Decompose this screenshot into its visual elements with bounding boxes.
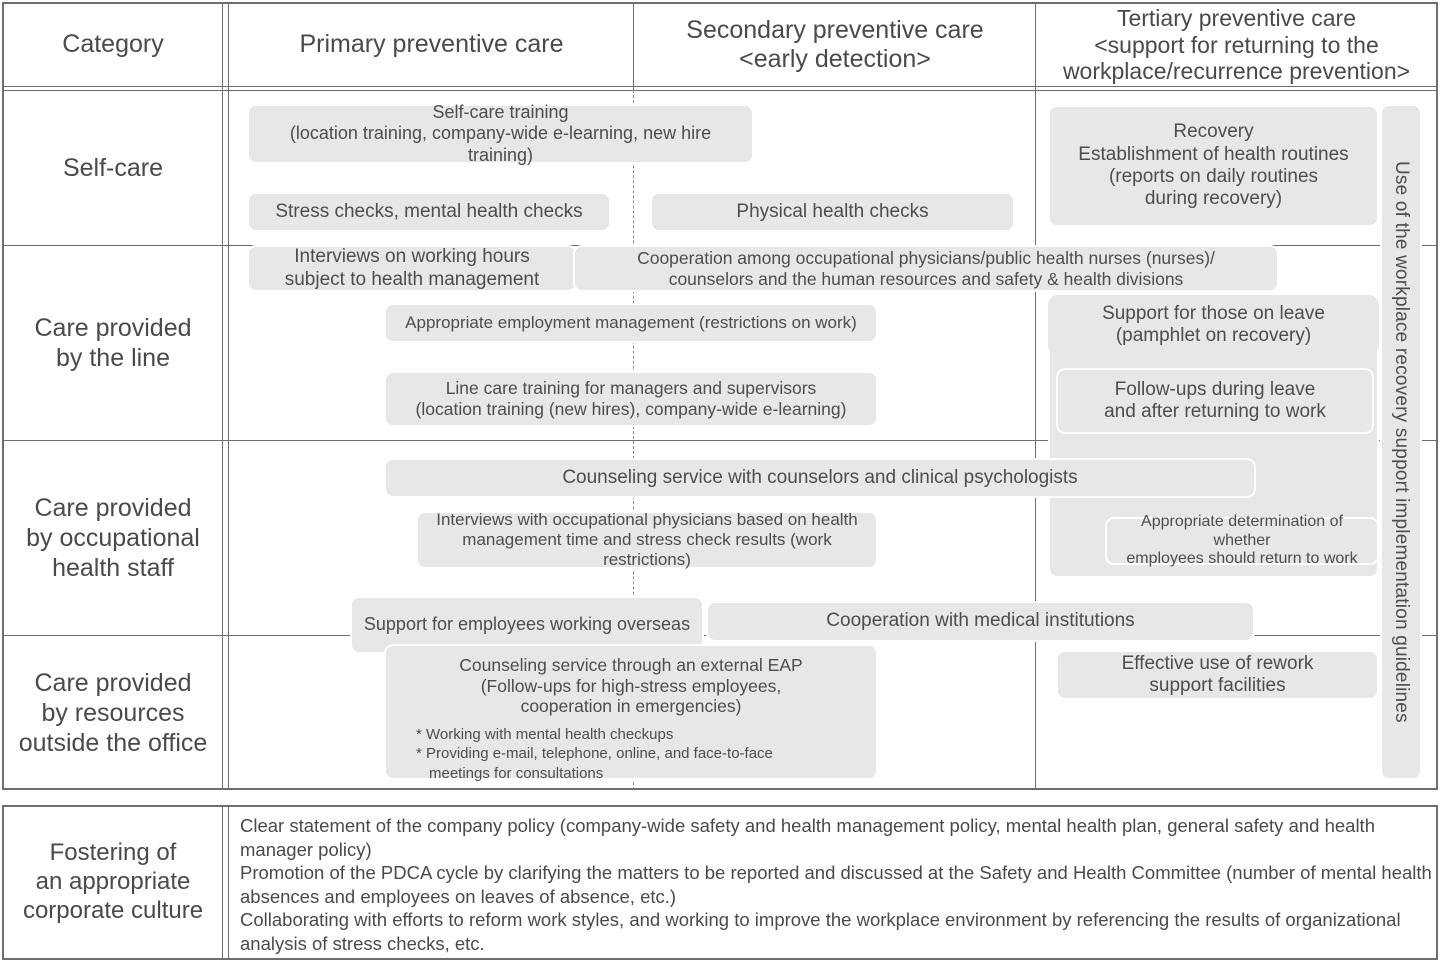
box-cooperation-among-label: Cooperation among occupational physicians/public health nurses (nurses)/ counselors and the human resources and safety & health divisions (637, 247, 1215, 289)
box-interviews-occupational-label: Interviews with occupational physicians based on health management time and stress check results (work restrictions) (436, 509, 858, 570)
col-rule-category-a (222, 2, 223, 790)
category-label-self-care: Self-care (62, 153, 164, 182)
box-cooperation-among[interactable] (573, 245, 1279, 292)
box-counseling-service-label: Counseling service with counselors and clinical psychologists (562, 466, 1078, 488)
box-appropriate-employment[interactable] (384, 303, 878, 343)
box-appropriate-employment-label: Appropriate employment management (restrictions on work) (405, 312, 857, 332)
box-physical-health-checks[interactable] (650, 192, 1015, 232)
header-cell-primary (230, 4, 633, 86)
eap-note-3: meetings for consultations (429, 764, 604, 782)
box-external-eap-title: Counseling service through an external EAP (Follow-ups for high-stress employees, cooperation in emergencies) (459, 655, 803, 717)
box-appropriate-determination[interactable] (1105, 512, 1379, 568)
header-label-tertiary: Tertiary preventive care <support for returning to the workplace/recurrence prevention> (1062, 4, 1411, 85)
header-bottom-rule-1 (2, 86, 1438, 87)
box-rework[interactable] (1056, 650, 1379, 700)
bottom-item-2-text: Promotion of the PDCA cycle by clarifying the matters to be reported and discussed at the Safety and Health Committee (number of mental health absences and employees on leaves of absence, etc.) (240, 862, 1432, 907)
category-cell-outside (4, 635, 222, 790)
category-cell-self-care (4, 90, 222, 245)
header-cell-tertiary (1037, 4, 1436, 86)
box-external-eap[interactable] (384, 644, 878, 780)
box-stress-checks-label: Stress checks, mental health checks (275, 200, 583, 222)
eap-note-2: * Providing e-mail, telephone, online, and face-to-face (416, 745, 773, 763)
box-counseling-service[interactable] (384, 458, 1256, 498)
box-recovery[interactable] (1048, 105, 1379, 227)
box-self-care-training[interactable] (247, 104, 754, 164)
box-rework-label: Effective use of rework support facilities (1121, 652, 1314, 696)
box-vertical-guidelines[interactable] (1380, 104, 1422, 780)
header-label-primary: Primary preventive care (299, 30, 564, 59)
box-interviews-working-hours[interactable] (247, 245, 577, 292)
col-rule-category-b (228, 2, 229, 790)
box-line-care-training[interactable] (384, 371, 878, 427)
bottom-col-rule-a (222, 805, 223, 960)
bottom-category-cell (4, 807, 222, 958)
category-cell-line (4, 245, 222, 440)
box-follow-ups-label: Follow-ups during leave and after returning to work (1104, 378, 1326, 422)
header-label-secondary: Secondary preventive care <early detection> (686, 15, 984, 73)
bottom-item-3-text: Collaborating with efforts to reform work styles, and working to improve the workplace environment by referencing the results of organizational analysis of stress checks, etc. (240, 909, 1401, 954)
category-cell-occupational (4, 440, 222, 635)
bottom-item-1 (240, 814, 1426, 861)
box-recovery-label: Recovery Establishment of health routines (reports on daily routines during recovery) (1078, 121, 1349, 210)
bottom-col-rule-b (228, 805, 229, 960)
box-support-for-those-on-leave[interactable] (1048, 296, 1379, 354)
box-self-care-training-label: Self-care training (location training, company-wide e-learning, new hire training) (289, 102, 712, 165)
col-rule-secondary (633, 2, 634, 90)
box-follow-ups[interactable] (1056, 368, 1374, 434)
box-physical-health-checks-label: Physical health checks (736, 200, 929, 222)
category-label-outside: Care provided by resources outside the office (18, 668, 208, 757)
bottom-item-1-text: Clear statement of the company policy (company-wide safety and health management policy, mental health plan, general safety and health manager policy) (240, 815, 1375, 860)
box-line-care-training-label: Line care training for managers and supervisors (location training (new hires), company-wide e-learning) (415, 378, 847, 419)
header-label-category: Category (62, 30, 164, 59)
box-support-for-those-on-leave-label: Support for those on leave (pamphlet on recovery) (1102, 302, 1325, 346)
bottom-item-3 (240, 908, 1426, 955)
box-cooperation-medical[interactable] (706, 601, 1255, 642)
category-label-line: Care provided by the line (34, 313, 192, 372)
header-cell-category (4, 4, 222, 86)
box-interviews-occupational[interactable] (416, 511, 878, 569)
box-cooperation-medical-label: Cooperation with medical institutions (826, 610, 1135, 632)
box-external-eap-notes (394, 725, 773, 784)
header-cell-secondary (635, 4, 1035, 86)
eap-note-1: * Working with mental health checkups (416, 725, 674, 743)
bottom-item-2 (240, 861, 1432, 908)
box-interviews-working-hours-label: Interviews on working hours subject to health management (284, 246, 540, 290)
box-appropriate-determination-label: Appropriate determination of whether employees should return to work (1126, 512, 1358, 568)
category-label-occupational: Care provided by occupational health staff (26, 493, 200, 582)
box-stress-checks[interactable] (247, 192, 611, 232)
bottom-category-label: Fostering of an appropriate corporate culture (22, 839, 204, 924)
box-vertical-guidelines-label: Use of the workplace recovery support implementation guidelines (1391, 161, 1412, 723)
col-rule-tertiary (1035, 2, 1036, 790)
box-support-overseas-label: Support for employees working overseas (363, 614, 691, 635)
